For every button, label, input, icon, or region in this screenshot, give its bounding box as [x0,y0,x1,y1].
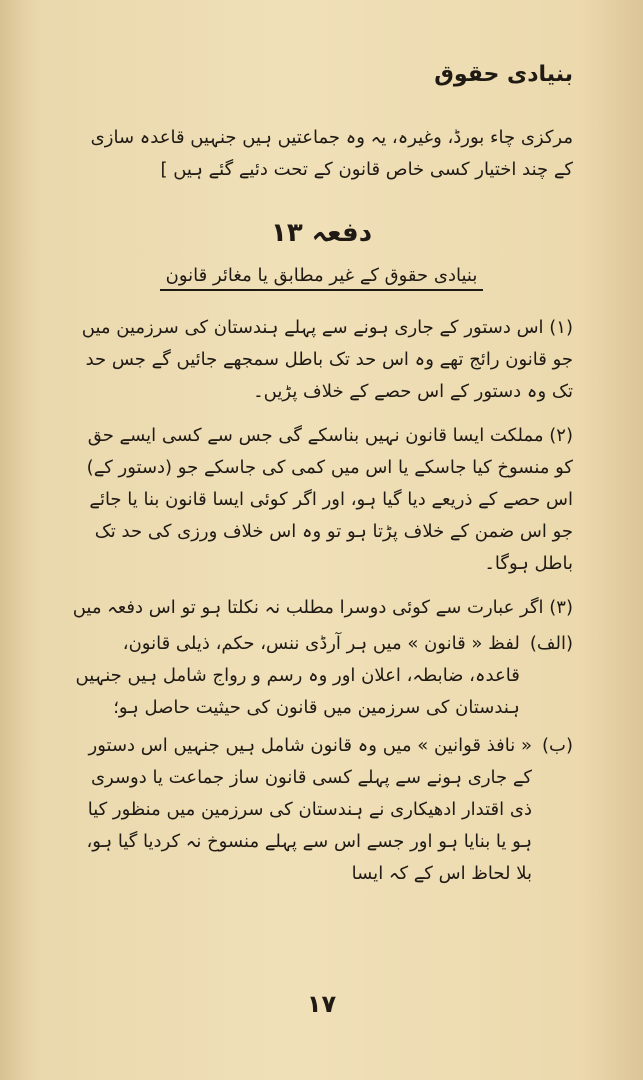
section-subtitle-wrap [0,265,643,291]
clause-3-item-b [70,730,573,890]
clause-2: (۲) مملکت ایسا قانون نہیں بناسکے گی جس سے کسی ایسے حق کو منسوخ کیا جاسکے یا اس میں کمی کی جاسکے جو (دستور کے) اس حصے کے ذریعے دیا گیا ہو، اور اگر کوئی ایسا قانون بنا یا جائے جو اس ضمن کے خلاف پڑتا ہو تو وہ اس خلاف ورزی کی حد تک باطل ہوگا۔ [86,425,573,574]
clause-3-intro: (۳) اگر عبارت سے کوئی دوسرا مطلب نہ نکلتا ہو تو اس دفعہ میں [72,597,573,618]
item-b-text: « نافذ قوانین » میں وہ قانون شامل ہیں جنہیں اس دستور کے جاری ہونے سے پہلے کسی قانون ساز جماعت یا دوسری ذی اقتدار ادھیکاری نے ہندستان کی سرزمین میں منظور کیا ہو یا بنایا ہو اور جسے اس سے پہلے منسوخ نہ کردیا گیا ہو، بلا لحاظ اس کے کہ ایسا [86,735,532,884]
section-body [70,312,573,896]
item-a-label: (الف) [529,633,573,654]
running-head: بنیادی حقوق [434,62,573,87]
item-b-label: (ب) [542,735,573,756]
clause-1: (۱) اس دستور کے جاری ہونے سے پہلے ہندستان کی سرزمین میں جو قانون رائج تھے وہ اس حد تک باطل سمجھے جائیں گے جس حد تک وہ دستور کے اس حصے کے خلاف پڑیں۔ [81,317,573,402]
page-number: ۱۷ [306,990,337,1018]
clause-3-item-a [70,628,573,724]
section-title: دفعہ ۱۳ [270,218,373,248]
item-a-text: لفظ « قانون » میں ہر آرڈی ننس، حکم، ذیلی قانون، قاعدہ، ضابطہ، اعلان اور وہ رسم و رواج شامل ہیں جنہیں ہندستان کی سرزمین میں قانون کی حیثیت حاصل ہو؛ [75,633,520,718]
intro-paragraph: مرکزی چاء بورڈ، وغیرہ، یہ وہ جماعتیں ہیں جنہیں قاعدہ سازی کے چند اختیار کسی خاص قانون کے تحت دئیے گئے ہیں ] [90,127,573,180]
section-subtitle: بنیادی حقوق کے غیر مطابق یا مغائر قانون [160,265,484,291]
